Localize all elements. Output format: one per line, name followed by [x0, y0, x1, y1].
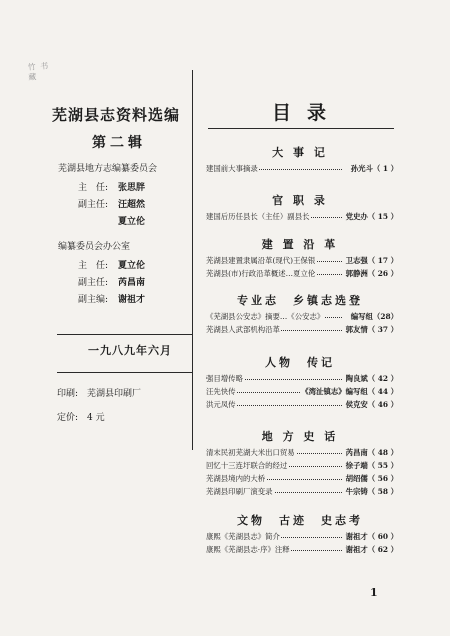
- section-heading: 地 方 史 话: [261, 430, 339, 443]
- entry-title: 强目增传略: [206, 374, 243, 383]
- divider: [57, 334, 193, 335]
- credit-role: 副主任:: [78, 278, 109, 288]
- toc-entry: [200, 472, 400, 485]
- entry-title: 康熙《芜湖县志·序》注释: [206, 545, 290, 554]
- section-heading: 人物 传记: [265, 356, 335, 369]
- credit-role: 主 任:: [78, 261, 109, 271]
- volume-label: 第二辑: [92, 135, 146, 151]
- credit-row: [58, 258, 192, 275]
- entry-author-page: 卫志强（ 17 ）: [345, 256, 398, 265]
- credit-person: 汪超然: [118, 200, 146, 210]
- entry-author-page: 牛宗铸（ 58 ）: [345, 487, 398, 496]
- divider: [208, 128, 394, 129]
- toc-entry: [200, 267, 400, 280]
- toc-entry: [200, 543, 400, 556]
- divider: [57, 372, 193, 373]
- credit-role: 主 任:: [78, 183, 109, 193]
- credit-role: 副主任:: [78, 200, 109, 210]
- credit-row: [58, 275, 192, 292]
- toc-section: [200, 236, 400, 280]
- toc-section: [200, 512, 400, 556]
- section-heading: 官 职 录: [272, 194, 328, 207]
- toc-section: [200, 354, 400, 411]
- price-line: 定价: 4 元: [57, 413, 105, 423]
- entry-author-page: 郭友情（ 37 ）: [345, 325, 398, 334]
- toc-section: [200, 144, 400, 175]
- credit-row: [58, 292, 192, 309]
- entry-author-page: 孙光斗（ 1 ）: [350, 164, 398, 173]
- entry-author-page: 侯克安（ 46 ）: [345, 400, 398, 409]
- toc-entry: [200, 485, 400, 498]
- entry-title: 芜湖县境内的大桥: [206, 474, 266, 483]
- section-heading: 建 置 沿 革: [261, 238, 339, 251]
- section-heading: 大 事 记: [272, 146, 328, 159]
- entry-title: 芜湖县印刷厂演变录: [206, 487, 273, 496]
- book-title: 芜湖县志资料选编: [52, 106, 181, 124]
- entry-title: 芜湖县(市)行政沿革概述…夏立伦: [206, 269, 316, 278]
- credit-person: 夏立伦: [118, 261, 146, 271]
- credit-row: [58, 180, 192, 197]
- publication-date: 一九八九年六月: [88, 344, 172, 357]
- entry-author-page: 《湾沚镇志》编写组（ 44 ）: [301, 387, 398, 396]
- entry-title: 芜湖县建置隶属沿革(现代)王保银: [206, 256, 316, 265]
- committee-name: 芜湖县地方志编纂委员会: [58, 164, 158, 174]
- credit-row: [58, 197, 192, 214]
- page-number: 1: [370, 586, 378, 599]
- column-divider: [192, 70, 193, 450]
- entry-title: 建国前大事摘录: [206, 164, 258, 173]
- printer-line: 印刷: 芜湖县印刷厂: [57, 389, 142, 399]
- toc-entry: [200, 254, 400, 267]
- credit-row: [58, 214, 192, 231]
- credits-block: [58, 163, 192, 309]
- credit-person: 夏立伦: [118, 217, 146, 227]
- entry-author-page: 党史办（ 15 ）: [345, 212, 398, 221]
- entry-author-page: 芮昌南（ 48 ）: [345, 448, 398, 457]
- toc-section: [200, 292, 400, 336]
- credit-role: 副主编:: [78, 295, 109, 305]
- toc-entry: [200, 210, 400, 223]
- entry-title: 芜湖县人武部机构沿革: [206, 325, 280, 334]
- section-heading: 专业志 乡镇志选登: [237, 294, 363, 307]
- credit-person: 谢祖才: [118, 295, 146, 305]
- credit-person: 张思胖: [118, 183, 146, 193]
- toc-entry: [200, 446, 400, 459]
- toc-section: [200, 192, 400, 223]
- entry-title: 建国后历任县长（主任）副县长: [206, 212, 310, 221]
- toc-entry: [200, 310, 400, 323]
- entry-author-page: 郭静洲（ 26 ）: [345, 269, 398, 278]
- entry-author-page: 胡绍儒（ 56 ）: [345, 474, 398, 483]
- entry-title: 回忆十三连圩联合的经过: [206, 461, 288, 470]
- entry-author-page: 谢祖才（ 62 ）: [345, 545, 398, 554]
- entry-author-page: 徐子端（ 55 ）: [345, 461, 398, 470]
- entry-author-page: 陶良斌（ 42 ）: [345, 374, 398, 383]
- stamp-mark: 竹 书 藏: [27, 61, 50, 82]
- toc-entry: [200, 398, 400, 411]
- office-name: 编纂委员会办公室: [58, 242, 131, 252]
- entry-author-page: 编写组（28）: [350, 312, 398, 321]
- toc-entry: [200, 385, 400, 398]
- entry-title: 《芜湖县公安志》摘要…《公安志》: [206, 312, 325, 321]
- entry-title: 清末民初芜湖大米出口贸易: [206, 448, 295, 457]
- toc-entry: [200, 459, 400, 472]
- entry-title: 汪先快传: [206, 387, 236, 396]
- toc-entry: [200, 323, 400, 336]
- toc-entry: [200, 530, 400, 543]
- toc-heading: 目录: [272, 102, 343, 124]
- credit-person: 芮昌南: [118, 278, 146, 288]
- entry-title: 康熙《芜湖县志》简介: [206, 532, 280, 541]
- toc-entry: [200, 162, 400, 175]
- entry-title: 洪元凤传: [206, 400, 236, 409]
- toc-entry: [200, 372, 400, 385]
- colophon-column: [0, 0, 192, 636]
- section-heading: 文物 古迹 史志考: [237, 514, 363, 527]
- toc-section: [200, 428, 400, 498]
- entry-author-page: 谢祖才（ 60 ）: [345, 532, 398, 541]
